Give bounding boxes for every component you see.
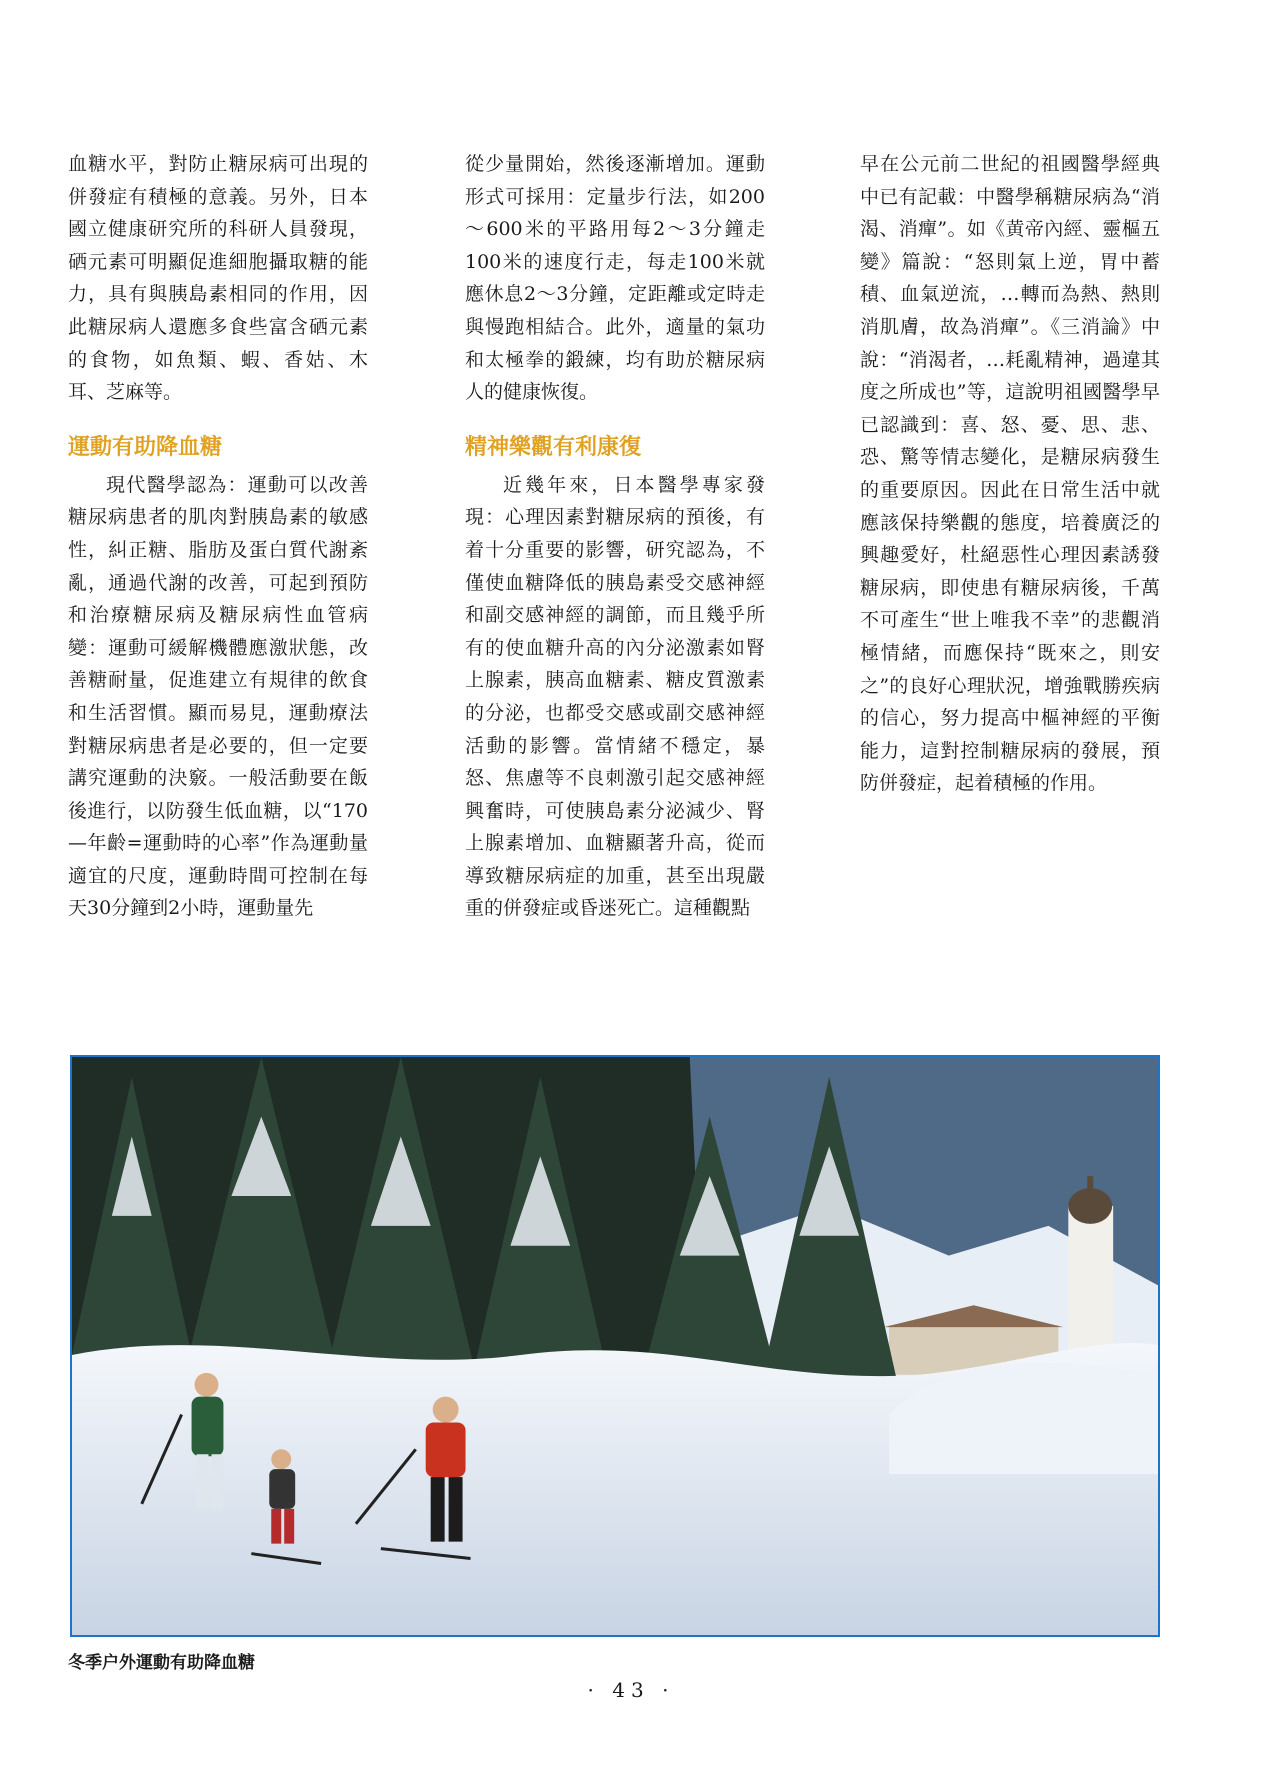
paragraph: 血糖水平，對防止糖尿病可出現的併發症有積極的意義。另外，日本國立健康研究所的科研人員發現，硒元素可明顯促進細胞攝取糖的能力，具有與胰島素相同的作用，因此糖尿病人還應多食些富含硒元素的食物，如魚類、蝦、香姑、木耳、芝麻等。 (68, 153, 368, 404)
article-column-1 (68, 148, 368, 925)
winter-skiing-photo (70, 1055, 1160, 1637)
article-column-3 (860, 148, 1160, 800)
section-heading-optimism: 精神樂觀有利康復 (465, 434, 642, 460)
article-column-2 (465, 148, 765, 925)
paragraph: 從少量開始，然後逐漸增加。運動形式可採用：定量步行法，如200～600米的平路用每2～3分鐘走100米的速度行走，每走100米就應休息2～3分鐘，定距離或定時走與慢跑相結合。此外，適量的氣功和太極拳的鍛練，均有助於糖尿病人的健康恢復。 (465, 153, 765, 404)
paragraph: 早在公元前二世紀的祖國醫學經典中已有記載：中醫學稱糖尿病為“消渴、消癉”。如《黄帝內經、靈樞五變》篇說：“怒則氣上逆，胃中蓄積、血氣逆流，…轉而為熱、熱則消肌膚，故為消癉”。《三消論》中說：“消渴者，…耗亂精神，過違其度之所成也”等，這說明祖國醫學早已認識到：喜、怒、憂、思、悲、恐、驚等情志變化，是糖尿病發生的重要原因。因此在日常生活中就應該保持樂觀的態度，培養廣泛的興趣愛好，杜絕惡性心理因素誘發糖尿病，即使患有糖尿病後，千萬不可產生“世上唯我不幸”的悲觀消極情緒，而應保持“既來之，則安之”的良好心理狀況，增強戰勝疾病的信心，努力提高中樞神經的平衡能力，這對控制糖尿病的發展，預防併發症，起着積極的作用。 (860, 153, 1160, 795)
section-heading-exercise: 運動有助降血糖 (68, 434, 223, 460)
paragraph: 近幾年來，日本醫學專家發現：心理因素對糖尿病的預後，有着十分重要的影響，研究認為，不僅使血糖降低的胰島素受交感神經和副交感神經的調節，而且幾乎所有的使血糖升高的內分泌激素如腎上腺素，胰高血糖素、糖皮質激素的分泌，也都受交感或副交感神經活動的影響。當情緒不穩定，暴怒、焦慮等不良刺激引起交感神經興奮時，可使胰島素分泌減少、腎上腺素增加、血糖顯著升高，從而導致糖尿病症的加重，甚至出現嚴重的併發症或昏迷死亡。這種觀點 (465, 473, 765, 920)
paragraph: 現代醫學認為：運動可以改善糖尿病患者的肌肉對胰島素的敏感性，糾正糖、脂肪及蛋白質代謝紊亂，通過代謝的改善，可起到預防和治療糖尿病及糖尿病性血管病變：運動可緩解機體應激狀態，改善糖耐量，促進建立有規律的飲食和生活習慣。顯而易見，運動療法對糖尿病患者是必要的，但一定要講究運動的決竅。一般活動要在飯後進行，以防發生低血糖，以“170—年齡=運動時的心率”作為運動量適宜的尺度，運動時間可控制在每天30分鐘到2小時，運動量先 (68, 473, 368, 920)
photo-illustration (72, 1057, 1158, 1635)
photo-caption: 冬季户外運動有助降血糖 (68, 1653, 255, 1673)
page-number: · 43 · (587, 1678, 675, 1702)
